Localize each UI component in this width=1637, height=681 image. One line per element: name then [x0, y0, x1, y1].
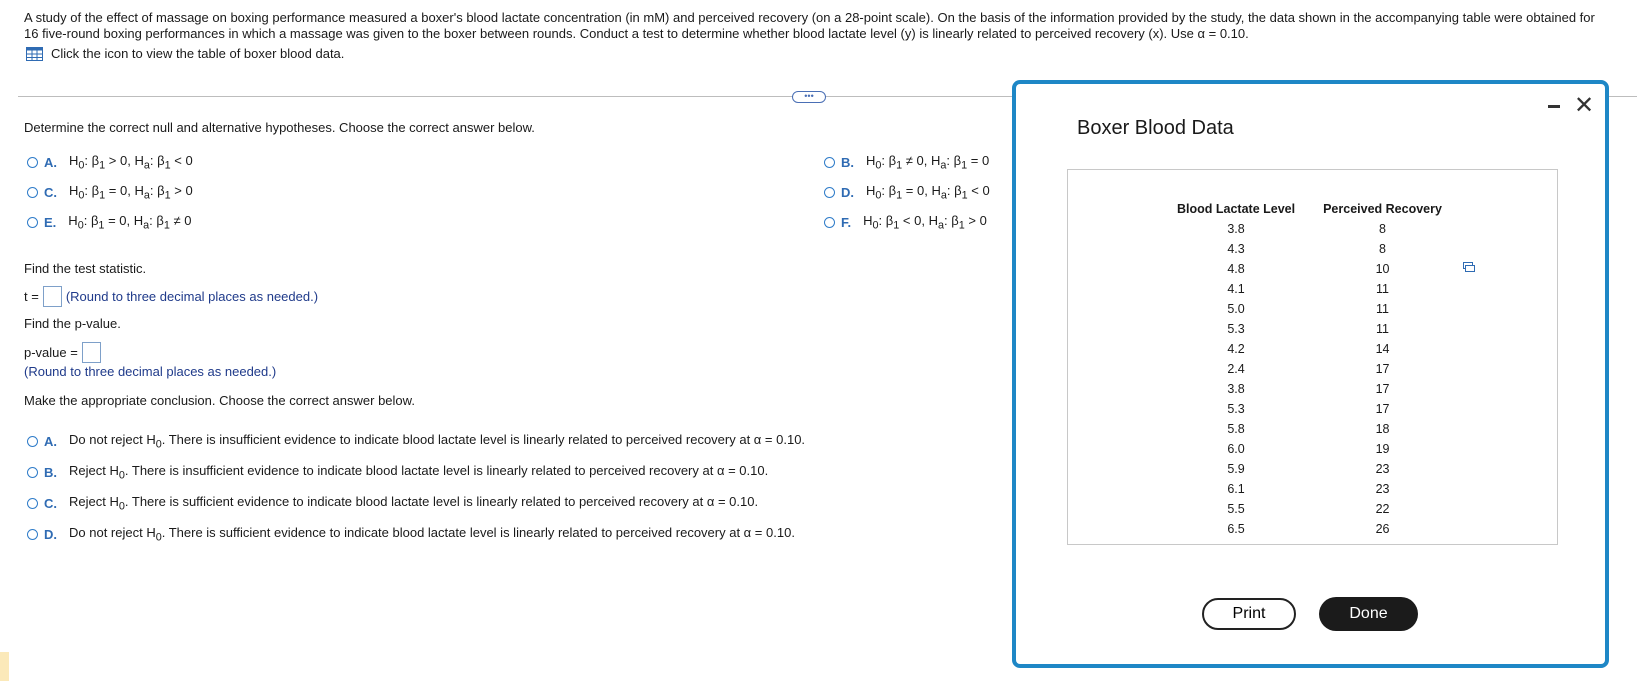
- t-label: t =: [24, 289, 39, 304]
- t-answer-box[interactable]: [43, 286, 62, 307]
- data-table-link[interactable]: [26, 46, 344, 61]
- question-line-2: 16 five-round boxing performances in which a massage was given to the boxer between rounds. Conduct a test to determine whether blood lactate level (y) is linearly related to perceived recovery (x). Use α = 0.10.: [24, 26, 1249, 41]
- radio-button[interactable]: [824, 187, 835, 198]
- column-header: Perceived Recovery: [1323, 201, 1442, 216]
- expand-more-button[interactable]: •••: [792, 91, 826, 103]
- close-icon[interactable]: ✕: [1574, 92, 1595, 119]
- radio-button[interactable]: [824, 217, 835, 228]
- blood-lactate-cell: 2.4: [1227, 362, 1245, 376]
- column-header: Blood Lactate Level: [1177, 201, 1296, 216]
- perceived-recovery-cell: 8: [1379, 222, 1386, 236]
- t-hint: (Round to three decimal places as needed.): [65, 289, 319, 304]
- table-row: [1163, 319, 1456, 339]
- hypotheses-prompt: Determine the correct null and alternative hypotheses. Choose the correct answer below.: [24, 120, 535, 135]
- perceived-recovery-cell: 19: [1375, 442, 1390, 456]
- blood-lactate-cell: 5.3: [1227, 402, 1245, 416]
- perceived-recovery-cell: 11: [1376, 322, 1389, 336]
- table-row: [1163, 519, 1456, 539]
- blood-lactate-cell: 5.9: [1227, 462, 1245, 476]
- boxer-data-modal: [1012, 80, 1609, 668]
- perceived-recovery-cell: 18: [1375, 422, 1390, 436]
- table-row: [1163, 499, 1456, 519]
- minimize-icon[interactable]: [1548, 105, 1560, 108]
- section-divider: [18, 96, 1028, 97]
- perceived-recovery-cell: 23: [1375, 482, 1390, 496]
- conclusion-option-b[interactable]: B. Reject $H_0$. There is insufficient evidence to indicate blood lactate level is linearly related to perceived recovery at α = 0.10.: [27, 463, 768, 482]
- perceived-recovery-cell: 11: [1376, 282, 1389, 296]
- conclusion-prompt: Make the appropriate conclusion. Choose the correct answer below.: [24, 393, 415, 408]
- blood-lactate-cell: 6.0: [1227, 442, 1245, 456]
- perceived-recovery-cell: 8: [1379, 242, 1386, 256]
- conclusion-option-a[interactable]: A. Do not reject $H_0$. There is insufficient evidence to indicate blood lactate level is linearly related to perceived recovery at α = 0.10.: [27, 432, 805, 451]
- blood-lactate-cell: 3.8: [1227, 222, 1245, 236]
- radio-button[interactable]: [27, 529, 38, 540]
- conclusion-option-d[interactable]: D. Do not reject $H_0$. There is sufficient evidence to indicate blood lactate level is linearly related to perceived recovery at α = 0.10.: [27, 525, 795, 544]
- radio-button[interactable]: [27, 436, 38, 447]
- question-text: [24, 10, 1604, 42]
- blood-lactate-cell: 5.5: [1227, 502, 1245, 516]
- pvalue-label: p-value =: [24, 345, 78, 360]
- table-row: [1163, 439, 1456, 459]
- data-link-text[interactable]: Click the icon to view the table of boxer blood data.: [51, 46, 345, 61]
- hypothesis-option-a[interactable]: A. $H_0$: $\beta_1 > 0$, $H_a$: $\beta_1 < 0$: [27, 153, 193, 172]
- table-row: [1163, 299, 1456, 319]
- test-stat-row: [24, 286, 318, 307]
- perceived-recovery-cell: 26: [1375, 522, 1390, 536]
- blood-lactate-cell: 6.1: [1227, 482, 1245, 496]
- hypothesis-option-e[interactable]: E. $H_0$: $\beta_1 = 0$, $H_a$: $\beta_1 \ne 0$: [27, 213, 192, 232]
- blood-lactate-cell: 4.8: [1227, 262, 1245, 276]
- radio-button[interactable]: [824, 157, 835, 168]
- radio-button[interactable]: [27, 187, 38, 198]
- table-row: [1163, 259, 1456, 279]
- table-icon[interactable]: [26, 47, 43, 61]
- table-row: [1163, 279, 1456, 299]
- done-button[interactable]: Done: [1319, 597, 1418, 631]
- pvalue-answer-box[interactable]: [82, 342, 101, 363]
- hypothesis-option-f[interactable]: F. $H_0$: $\beta_1 < 0$, $H_a$: $\beta_1 > 0$: [824, 213, 987, 232]
- radio-button[interactable]: [27, 217, 38, 228]
- table-row: [1163, 459, 1456, 479]
- radio-button[interactable]: [27, 498, 38, 509]
- perceived-recovery-cell: 17: [1375, 362, 1390, 376]
- left-edge-strip: [0, 652, 9, 681]
- table-row: [1163, 419, 1456, 439]
- perceived-recovery-cell: 10: [1375, 262, 1390, 276]
- perceived-recovery-cell: 23: [1375, 462, 1390, 476]
- copy-icon[interactable]: [1463, 262, 1475, 272]
- hypothesis-option-b[interactable]: B. $H_0$: $\beta_1 \ne 0$, $H_a$: $\beta_1 = 0$: [824, 153, 989, 172]
- question-line-1: A study of the effect of massage on boxing performance measured a boxer's blood lactate concentration (in mM) and perceived recovery (on a 28-point scale). On the basis of the information provided by the study, the data shown in the accompanying table were obtained for: [24, 10, 1595, 25]
- table-row: [1163, 339, 1456, 359]
- table-row: [1163, 239, 1456, 259]
- boxer-data-table: [1163, 198, 1456, 539]
- table-row: [1163, 219, 1456, 239]
- blood-lactate-cell: 4.2: [1227, 342, 1245, 356]
- blood-lactate-cell: 5.3: [1227, 322, 1245, 336]
- radio-button[interactable]: [27, 467, 38, 478]
- table-body: [1163, 219, 1456, 539]
- table-header-row: [1163, 198, 1456, 219]
- pvalue-row: [24, 342, 101, 363]
- pvalue-prompt: Find the p-value.: [24, 316, 121, 331]
- test-stat-prompt: Find the test statistic.: [24, 261, 147, 276]
- perceived-recovery-cell: 17: [1375, 382, 1390, 396]
- table-row: [1163, 479, 1456, 499]
- perceived-recovery-cell: 11: [1376, 302, 1389, 316]
- conclusion-option-c[interactable]: C. Reject $H_0$. There is sufficient evidence to indicate blood lactate level is linearly related to perceived recovery at α = 0.10.: [27, 494, 758, 513]
- blood-lactate-cell: 4.1: [1227, 282, 1245, 296]
- print-button[interactable]: Print: [1202, 598, 1296, 630]
- blood-lactate-cell: 4.3: [1227, 242, 1245, 256]
- hypothesis-option-c[interactable]: C. $H_0$: $\beta_1 = 0$, $H_a$: $\beta_1 > 0$: [27, 183, 193, 202]
- perceived-recovery-cell: 17: [1375, 402, 1390, 416]
- blood-lactate-cell: 3.8: [1227, 382, 1245, 396]
- table-row: [1163, 379, 1456, 399]
- pvalue-hint: (Round to three decimal places as needed.): [24, 364, 277, 379]
- modal-title: Boxer Blood Data: [1077, 117, 1234, 139]
- table-row: [1163, 399, 1456, 419]
- radio-button[interactable]: [27, 157, 38, 168]
- hypothesis-option-d[interactable]: D. $H_0$: $\beta_1 = 0$, $H_a$: $\beta_1 < 0$: [824, 183, 990, 202]
- blood-lactate-cell: 5.8: [1227, 422, 1245, 436]
- perceived-recovery-cell: 14: [1375, 342, 1390, 356]
- data-table-container: [1067, 169, 1558, 545]
- blood-lactate-cell: 5.0: [1227, 302, 1245, 316]
- table-row: [1163, 359, 1456, 379]
- perceived-recovery-cell: 22: [1375, 502, 1390, 516]
- blood-lactate-cell: 6.5: [1227, 522, 1245, 536]
